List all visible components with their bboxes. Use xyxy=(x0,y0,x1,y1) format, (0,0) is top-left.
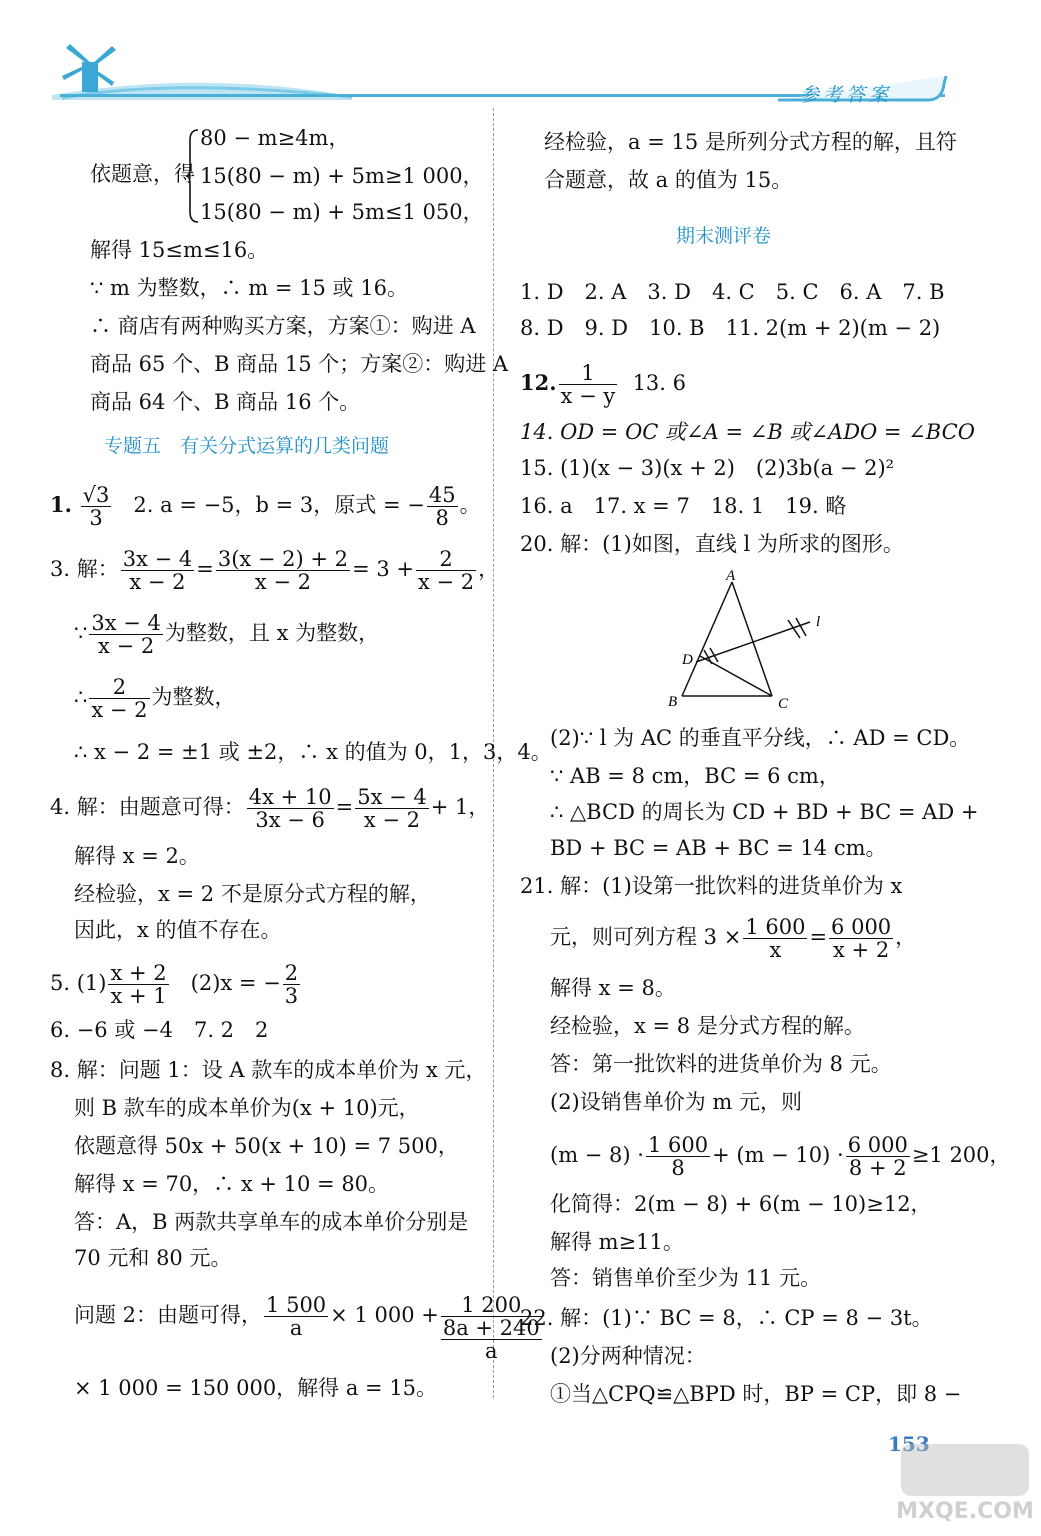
section-heading: 专题五 有关分式运算的几类问题 xyxy=(104,435,390,457)
page-number: 153 xyxy=(888,1432,930,1456)
text-line: (2)∵ l 为 AC 的垂直平分线，∴ AD = CD。 xyxy=(550,726,971,750)
text-line: 解得 x = 70，∴ x + 10 = 80。 xyxy=(74,1172,390,1196)
header-logo-windmill xyxy=(52,40,352,100)
text-line: 商品 65 个、B 商品 15 个；方案②：购进 A xyxy=(90,352,509,376)
answer-8-problem-2: 问题 2：由题可得， $\frac{1 500}{a}$ × 1 000 + 1 200 8a + 240 a xyxy=(74,1293,540,1363)
text-line: 依题意得 50x + 50(x + 10) = 7 500， xyxy=(74,1134,459,1158)
text-line: 经检验，x = 8 是分式方程的解。 xyxy=(550,1014,865,1038)
text-line: 经检验，x = 2 不是原分式方程的解， xyxy=(74,882,431,906)
answer-1-2: 1. $\frac{√3}{3}$ 2. a = −5，b = 3，原式 = − $\frac{45}{8}$ 。 xyxy=(50,483,481,530)
question-number: 1. xyxy=(50,492,72,517)
vertex-label-d: D xyxy=(682,652,693,668)
text-line: 经检验，a = 15 是所列分式方程的解，且符 xyxy=(544,130,957,154)
fraction: $\frac{45}{8}$ xyxy=(428,483,456,530)
answers-16-19: 16. a 17. x = 7 18. 1 19. 略 xyxy=(520,494,847,518)
answer-21-equation: 元，则可列方程 3 × $\frac{1 600}{x}$ = $\frac{6 000}{x + 2}$ ， xyxy=(550,915,917,962)
text-line: 商品 64 个、B 商品 16 个。 xyxy=(90,390,361,414)
answer-3-line-3: ∴ $\frac{2}{x - 2}$ 为整数， xyxy=(74,675,236,722)
watermark-text: MXQE.COM xyxy=(896,1499,1034,1524)
text-line: 答：A，B 两款共享单车的成本单价分别是 xyxy=(74,1210,469,1234)
answer-15: 15. (1)(x − 3)(x + 2) (2)3b(a − 2)² xyxy=(520,456,895,480)
answer-4-line-1: 4. 解：由题意可得： $\frac{4x + 10}{3x - 6}$ = $\frac{5x - 4}{x - 2}$ + 1， xyxy=(50,785,490,832)
answer-22-line-1: 22. 解：(1)∵ BC = 8，∴ CP = 8 − 3t。 xyxy=(520,1306,933,1330)
system-brace xyxy=(186,128,200,224)
answer-3-line-2: ∵ $\frac{3x - 4}{x - 2}$ 为整数，且 x 为整数， xyxy=(74,611,380,658)
header-tab-label: 参考答案 xyxy=(800,84,893,106)
text-line: (2)设销售单价为 m 元，则 xyxy=(550,1090,803,1114)
system-line-2: 15(80 − m) + 5m≥1 000， xyxy=(200,164,484,188)
system-line-1: 80 − m≥4m， xyxy=(200,126,350,150)
text-line: ∵ m 为整数，∴ m = 15 或 16。 xyxy=(90,276,408,300)
text-line: BD + BC = AB + BC = 14 cm。 xyxy=(550,836,887,860)
text-line: 解得 15≤m≤16。 xyxy=(90,238,269,262)
text-line: (2)分两种情况： xyxy=(550,1344,706,1368)
text-line: 8. 解：问题 1：设 A 款车的成本单价为 x 元， xyxy=(50,1058,487,1082)
fraction: $\frac{√3}{3}$ xyxy=(82,483,110,530)
line-label-l: l xyxy=(816,614,821,630)
text-line: 70 元和 80 元。 xyxy=(74,1246,232,1270)
text-line: 答：第一批饮料的进货单价为 8 元。 xyxy=(550,1052,892,1076)
text-line: 解得 m≥11。 xyxy=(550,1230,684,1254)
text-line: 则 B 款车的成本单价为(x + 10)元， xyxy=(74,1096,420,1120)
answer-20-line-1: 20. 解：(1)如图，直线 l 为所求的图形。 xyxy=(520,532,904,556)
answers-8-11: 8. D 9. D 10. B 11. 2(m + 2)(m − 2) xyxy=(520,316,941,340)
text-line: ∴ △BCD 的周长为 CD + BD + BC = AD + xyxy=(550,800,979,824)
answers-1-7: 1. D 2. A 3. D 4. C 5. C 6. A 7. B xyxy=(520,280,945,304)
text-line: ①当△CPQ≌△BPD 时，BP = CP，即 8 − xyxy=(550,1382,962,1406)
watermark-logo xyxy=(895,1440,1035,1530)
answer-3-line-4: ∴ x − 2 = ±1 或 ±2，∴ x 的值为 0，1，3，4。 xyxy=(74,740,552,764)
vertex-label-a: A xyxy=(726,568,736,584)
text-line: 解得 x = 2。 xyxy=(74,844,200,868)
text-line: ∴ 商店有两种购买方案，方案①：购进 A xyxy=(90,314,476,338)
system-intro: 依题意，得 xyxy=(90,162,195,186)
answer-21-line-1: 21. 解：(1)设第一批饮料的进货单价为 x xyxy=(520,874,903,898)
text-line: 解得 x = 8。 xyxy=(550,976,676,1000)
answer-14: 14. OD = OC 或∠A = ∠B 或∠ADO = ∠BCO xyxy=(520,420,975,444)
answer-3-line-1: 3. 解： $\frac{3x - 4}{x - 2}$ = $\frac{3(x - 2) + 2}{x - 2}$ = 3 + $\frac{2}{x - 2}$ ， xyxy=(50,547,500,594)
answer-21-inequality: (m − 8) · $\frac{1 600}{8}$ + (m − 10) · $\frac{6 000}{8 + 2}$ ≥1 200， xyxy=(550,1133,1011,1180)
vertex-label-b: B xyxy=(668,694,678,710)
text-line: × 1 000 = 150 000，解得 a = 15。 xyxy=(74,1376,438,1400)
system-line-3: 15(80 − m) + 5m≤1 050， xyxy=(200,200,484,224)
answer-6-7: 6. −6 或 −4 7. 2 2 xyxy=(50,1018,269,1042)
vertex-label-c: C xyxy=(778,696,789,712)
triangle-figure xyxy=(660,564,840,714)
section-heading: 期末测评卷 xyxy=(676,225,772,247)
answers-12-13: 12. $\frac{1}{x - y}$ 13. 6 xyxy=(520,361,686,408)
text-line: 合题意，故 a 的值为 15。 xyxy=(544,168,793,192)
text-line: ∵ AB = 8 cm，BC = 6 cm， xyxy=(550,764,840,788)
text-line: 因此，x 的值不存在。 xyxy=(74,918,282,942)
text-line: 答：销售单价至少为 11 元。 xyxy=(550,1266,822,1290)
answer-5: 5. (1) $\frac{x + 2}{x + 1}$ (2)x = − $\frac{2}{3}$ xyxy=(50,961,299,1008)
text-line: 化简得：2(m − 8) + 6(m − 10)≥12， xyxy=(550,1192,932,1216)
